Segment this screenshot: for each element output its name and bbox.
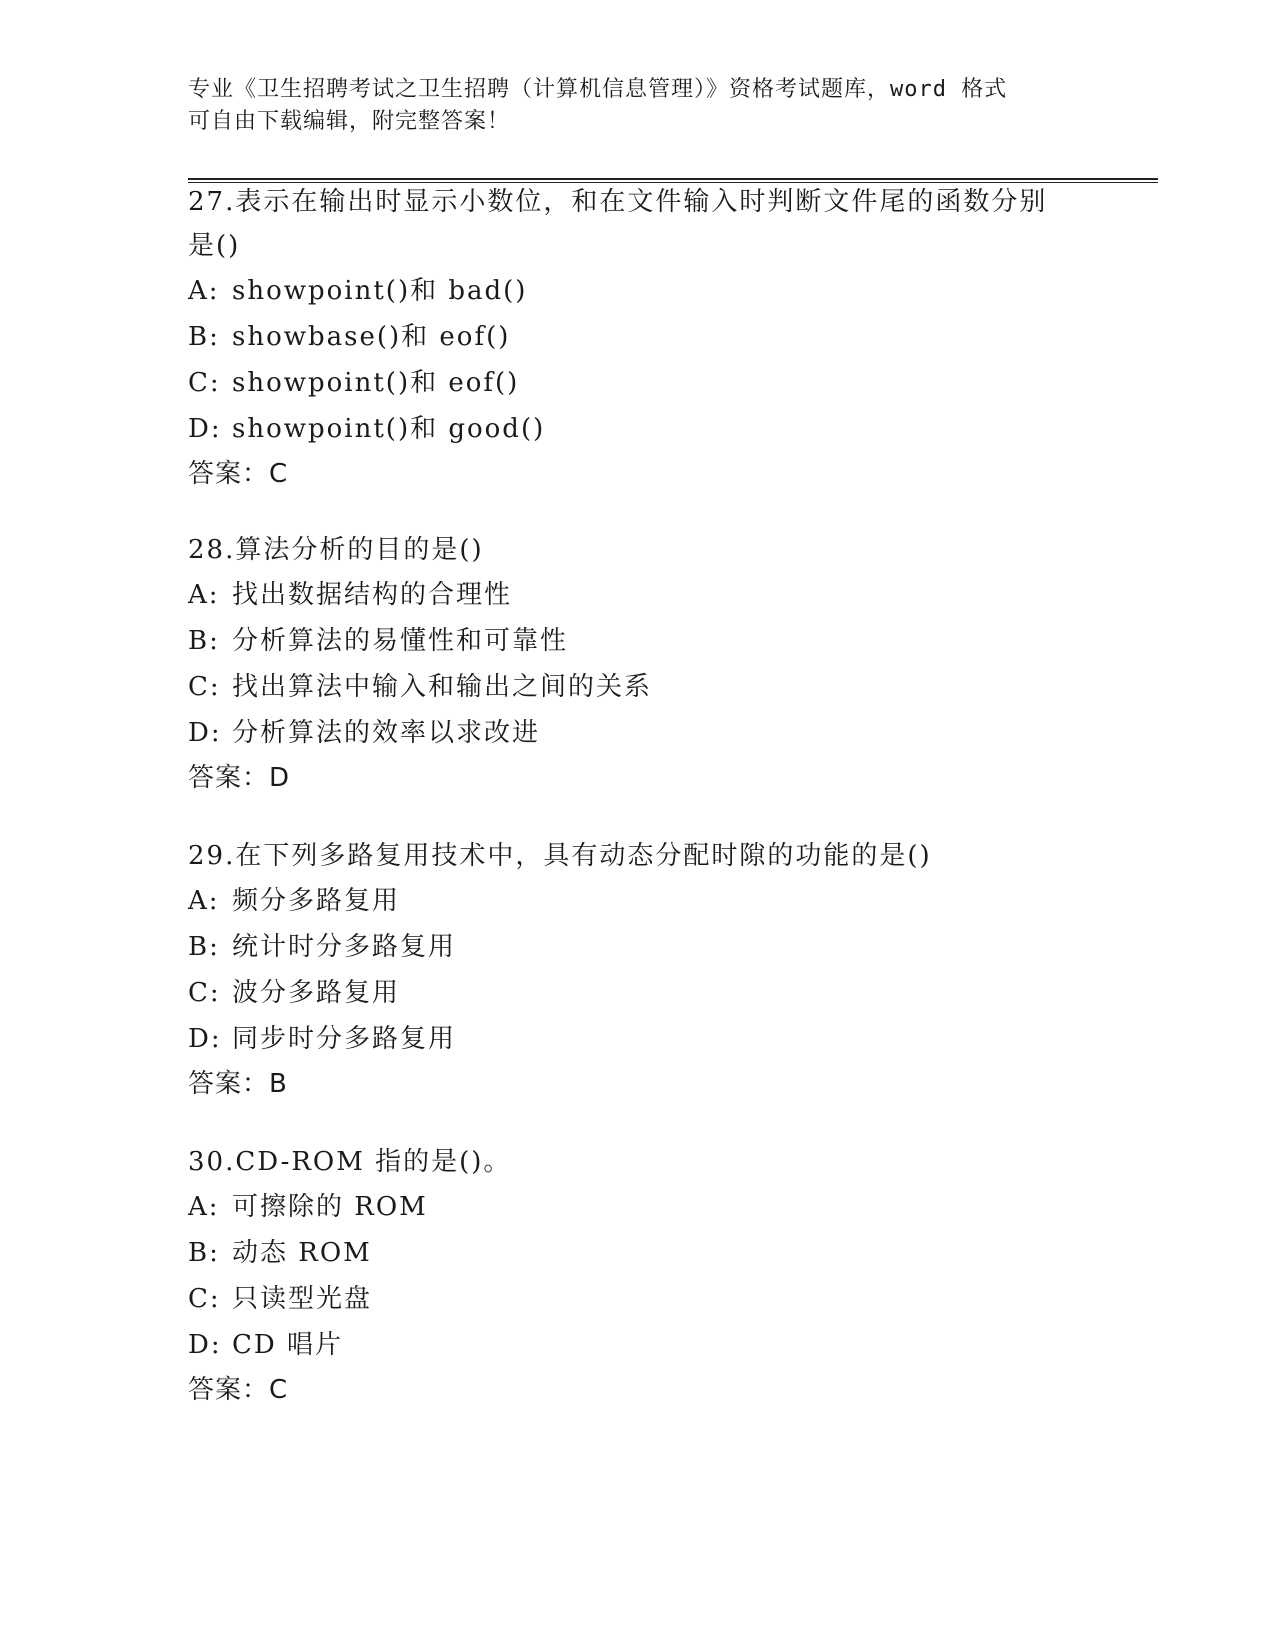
question-stem: 30.CD-ROM 指的是()。 <box>188 1147 512 1177</box>
option-text: 可擦除的 ROM <box>232 1192 428 1222</box>
question-stem-continued: 是() <box>188 231 241 261</box>
option-letter: D: <box>188 718 222 748</box>
answer-line: 答案：C <box>188 1375 289 1405</box>
option-text: 频分多路复用 <box>232 886 401 916</box>
option-text: 统计时分多路复用 <box>232 932 457 962</box>
option-text: showpoint()和 good() <box>232 414 546 444</box>
option-letter: C: <box>188 1284 221 1314</box>
header-line-1: 专业《卫生招聘考试之卫生招聘（计算机信息管理）》资格考试题库，word 格式 <box>188 77 1008 102</box>
option-letter: C: <box>188 978 221 1008</box>
option-c <box>188 664 1088 710</box>
question-stem: 27.表示在输出时显示小数位，和在文件输入时判断文件尾的函数分别 <box>188 187 1048 217</box>
option-a <box>188 1184 1088 1230</box>
option-letter: A: <box>188 1192 220 1222</box>
option-a <box>188 572 1088 618</box>
option-text: 动态 ROM <box>232 1238 372 1268</box>
document-header <box>188 74 1088 138</box>
option-c <box>188 970 1088 1016</box>
option-letter: B: <box>188 626 220 656</box>
option-text: 找出算法中输入和输出之间的关系 <box>232 672 653 702</box>
question-stem: 29.在下列多路复用技术中，具有动态分配时隙的功能的是() <box>188 841 932 871</box>
option-letter: B: <box>188 1238 220 1268</box>
answer-line: 答案：C <box>188 459 289 489</box>
option-d <box>188 1322 1088 1368</box>
question-27 <box>188 180 1088 496</box>
option-b <box>188 314 1088 360</box>
answer-line: 答案：D <box>188 763 291 793</box>
option-a <box>188 878 1088 924</box>
option-letter: C: <box>188 368 221 398</box>
option-b <box>188 1230 1088 1276</box>
option-letter: D: <box>188 1024 222 1054</box>
option-a <box>188 268 1088 314</box>
question-30 <box>188 1140 1088 1412</box>
option-letter: B: <box>188 322 220 352</box>
option-d <box>188 1016 1088 1062</box>
option-text: 波分多路复用 <box>232 978 401 1008</box>
option-letter: C: <box>188 672 221 702</box>
option-letter: D: <box>188 1330 222 1360</box>
option-text: showbase()和 eof() <box>232 322 511 352</box>
option-c <box>188 1276 1088 1322</box>
question-29 <box>188 834 1088 1106</box>
option-b <box>188 924 1088 970</box>
option-text: 分析算法的易懂性和可靠性 <box>232 626 569 656</box>
option-text: 只读型光盘 <box>232 1284 373 1314</box>
option-text: CD 唱片 <box>232 1330 344 1360</box>
option-d <box>188 406 1088 452</box>
answer-line: 答案：B <box>188 1069 288 1099</box>
option-letter: A: <box>188 886 220 916</box>
question-28 <box>188 528 1088 800</box>
option-letter: D: <box>188 414 222 444</box>
option-text: showpoint()和 bad() <box>232 276 528 306</box>
option-d <box>188 710 1088 756</box>
option-b <box>188 618 1088 664</box>
question-stem: 28.算法分析的目的是() <box>188 535 484 565</box>
option-c <box>188 360 1088 406</box>
option-text: 同步时分多路复用 <box>232 1024 457 1054</box>
option-text: 分析算法的效率以求改进 <box>232 718 541 748</box>
option-text: showpoint()和 eof() <box>232 368 520 398</box>
option-text: 找出数据结构的合理性 <box>232 580 513 610</box>
option-letter: B: <box>188 932 220 962</box>
option-letter: A: <box>188 276 220 306</box>
option-letter: A: <box>188 580 220 610</box>
header-line-2: 可自由下载编辑，附完整答案！ <box>188 109 511 134</box>
